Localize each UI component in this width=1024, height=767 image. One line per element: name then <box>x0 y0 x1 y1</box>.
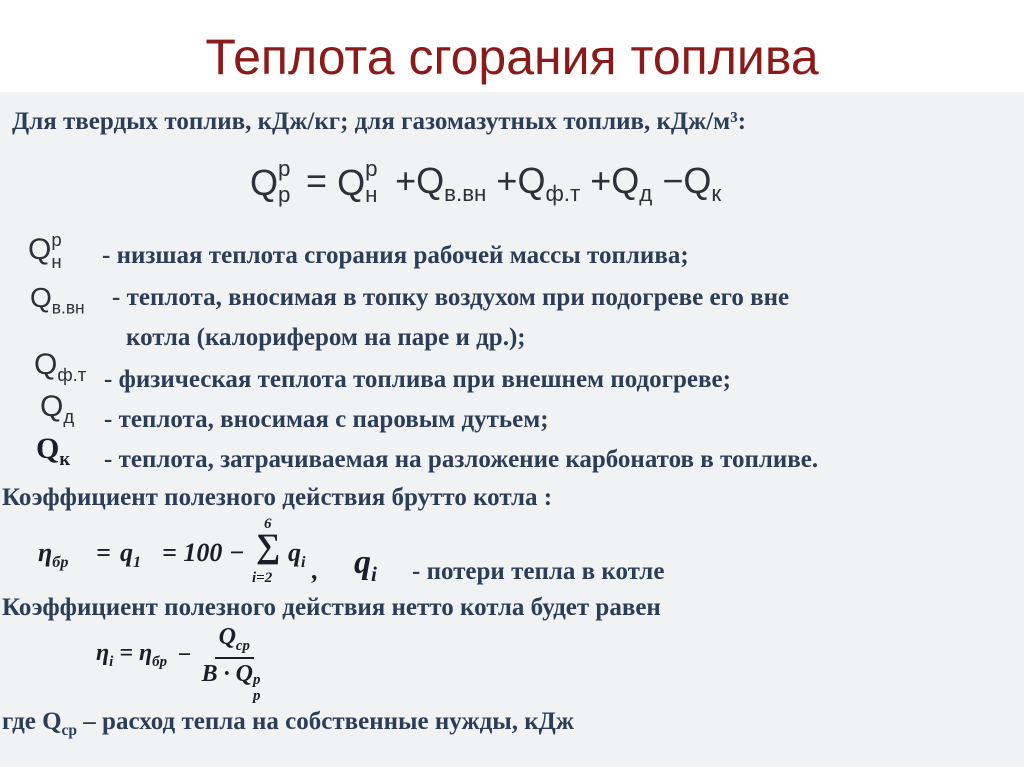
formula-term-qd: $Q_д$ <box>611 160 653 207</box>
def-text-qft: - физическая теплота топлива при внешнем подогреве; <box>104 366 731 393</box>
def-symbol-qk: $Q_к$ <box>36 432 71 470</box>
brutto-heading: Коэффициент полезного действия брутто котла : <box>2 484 553 511</box>
def-symbol-qd: $Q_д$ <box>40 390 75 427</box>
def-symbol-qvvn: $Q_{в.вн}$ <box>30 282 85 318</box>
sum-symbol: ∑ <box>256 528 281 565</box>
formula-lhs: Q p p <box>250 156 291 208</box>
def-text-qd: - теплота, вносимая с паровым дутьем; <box>104 406 549 433</box>
def-symbol-qn: Q p н <box>28 229 62 273</box>
formula-term-qvvn: $Q_{в.вн}$ <box>416 160 487 207</box>
brutto-note: - потери тепла в котле <box>412 558 665 585</box>
netto-heading: Коэффициент полезного действия нетто котла будет равен <box>2 594 661 621</box>
sum-lower: i=2 <box>252 570 273 586</box>
brutto-comma: , <box>312 556 319 585</box>
def-text-qk: - теплота, затрачиваемая на разложение карбонатов в топливе. <box>104 446 819 473</box>
formula-term-qn: Q p н <box>337 156 378 208</box>
def-text-qvvn-cont: котла (калорифером на паре и др.); <box>126 324 526 351</box>
formula-plus: + <box>395 160 417 201</box>
brutto-qi-symbol: $q_i$ <box>354 544 377 586</box>
netto-fraction: $Q_{ср}$ B · Q p p <box>201 624 261 705</box>
brutto-formula: $\eta_{бр}$ = $q_1$ = 100 − ∑ 6 i=2 $q_i$ <box>38 516 306 586</box>
page-title: Теплота сгорания топлива <box>205 29 819 85</box>
sum-upper: 6 <box>264 516 272 532</box>
formula-term-qk: $Q_к$ <box>683 160 722 207</box>
def-text-qvvn: - теплота, вносимая в топку воздухом при подогреве его вне <box>112 284 790 311</box>
footer-text: где $Q_{ср}$ – расход тепла на собственные нужды, кДж <box>2 708 574 739</box>
formula-plus: + <box>590 160 612 201</box>
intro-text: Для твердых топлив, кДж/кг; для газомазутных топлив, кДж/м³: <box>12 108 747 135</box>
netto-formula: $\eta_i = \eta_{бр}$ − $Q_{ср}$ B · Q p p <box>96 624 267 688</box>
formula-plus: + <box>496 160 518 201</box>
def-text-qn: - низшая теплота сгорания рабочей массы топлива; <box>102 242 689 269</box>
def-symbol-qft: $Q_{ф.т}$ <box>34 348 87 385</box>
formula-minus: − <box>662 160 684 201</box>
formula-eq: = <box>306 160 328 201</box>
formula-term-qft: $Q_{ф.т}$ <box>517 160 581 207</box>
main-formula <box>250 156 722 208</box>
